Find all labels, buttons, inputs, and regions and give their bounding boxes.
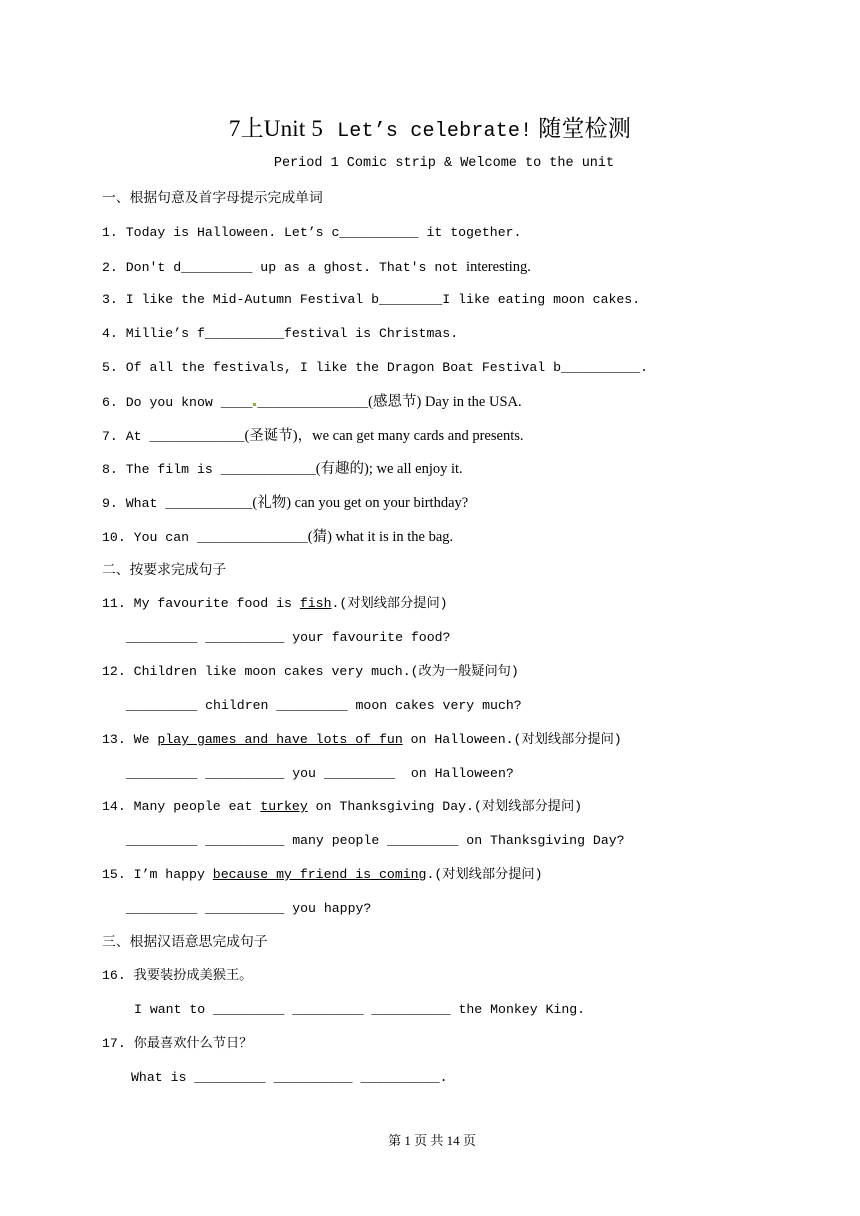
question-12-text: 12. Children like moon cakes very much.(改为一般疑问句) bbox=[102, 664, 519, 679]
question-10 bbox=[102, 528, 453, 547]
question-8-tail: (有趣的); we all enjoy it. bbox=[315, 461, 463, 477]
question-14-instruction: on Thanksgiving Day.(对划线部分提问) bbox=[307, 799, 583, 814]
question-1-text: 1. Today is Halloween. Let’s c__________ it together. bbox=[102, 225, 522, 240]
question-6-text: 6. Do you know ____ bbox=[102, 395, 253, 410]
question-11-underlined: fish bbox=[299, 596, 332, 611]
answer-13: _________ __________ you _________ on Halloween? bbox=[126, 766, 514, 781]
page-title bbox=[0, 110, 860, 143]
page-footer: 第 1 页 共 14 页 bbox=[388, 1133, 476, 1148]
green-mark bbox=[253, 403, 256, 406]
question-10-tail: (猜) what it is in the bag. bbox=[307, 529, 454, 545]
answer-16: I want to _________ _________ __________ the Monkey King. bbox=[134, 1002, 586, 1017]
question-2-text: 2. Don't d_________ up as a ghost. That's not bbox=[102, 260, 467, 275]
question-5 bbox=[102, 359, 648, 377]
answer-11: _________ __________ your favourite food? bbox=[126, 630, 451, 645]
question-8-text: 8. The film is ____________ bbox=[102, 462, 316, 477]
question-6 bbox=[102, 393, 522, 412]
question-10-text: 10. You can ______________ bbox=[102, 530, 308, 545]
question-9-text: 9. What ___________ bbox=[102, 496, 253, 511]
question-14-underlined: turkey bbox=[260, 799, 308, 814]
question-14 bbox=[102, 798, 582, 816]
question-4-text: 4. Millie’s f__________festival is Christmas. bbox=[102, 326, 459, 341]
answer-17: What is _________ __________ __________. bbox=[131, 1070, 448, 1085]
question-11-instruction: .(对划线部分提问) bbox=[331, 596, 448, 611]
question-7-tail: (圣诞节)，we can get many cards and presents. bbox=[244, 428, 524, 444]
question-16 bbox=[102, 967, 252, 985]
question-16-text: 16. 我要装扮成美猴王。 bbox=[102, 968, 253, 983]
answer-12: _________ children _________ moon cakes very much? bbox=[126, 698, 522, 713]
title-test: 随堂检测 bbox=[538, 116, 632, 141]
question-15-underlined: because my friend is coming bbox=[212, 867, 427, 882]
question-6-tail: (感恩节) Day in the USA. bbox=[368, 394, 522, 410]
question-7-text: 7. At ____________ bbox=[102, 429, 245, 444]
question-6-blank: ______________ bbox=[257, 395, 369, 410]
title-unit: 7上Unit 5 bbox=[228, 116, 324, 141]
question-9 bbox=[102, 494, 468, 513]
question-13-instruction: on Halloween.(对划线部分提问) bbox=[402, 732, 622, 747]
question-12 bbox=[102, 663, 519, 681]
question-13-underlined: play games and have lots of fun bbox=[157, 732, 403, 747]
question-2 bbox=[102, 258, 531, 277]
question-13-text: 13. We bbox=[102, 732, 158, 747]
question-15 bbox=[102, 866, 543, 884]
question-7 bbox=[102, 427, 524, 446]
question-3-text: 3. I like the Mid-Autumn Festival b________I like eating moon cakes. bbox=[102, 292, 641, 307]
question-4 bbox=[102, 325, 458, 343]
section-2-heading: 二、按要求完成句子 bbox=[102, 562, 227, 578]
question-15-instruction: .(对划线部分提问) bbox=[426, 867, 543, 882]
question-5-text: 5. Of all the festivals, I like the Dragon Boat Festival b__________. bbox=[102, 360, 649, 375]
question-8 bbox=[102, 460, 463, 479]
question-11-text: 11. My favourite food is bbox=[102, 596, 300, 611]
page-subtitle: Period 1 Comic strip & Welcome to the unit bbox=[273, 156, 615, 171]
question-17 bbox=[102, 1035, 252, 1053]
section-3-heading: 三、根据汉语意思完成句子 bbox=[102, 934, 268, 950]
answer-14: _________ __________ many people _________ on Thanksgiving Day? bbox=[126, 833, 625, 848]
section-1-heading: 一、根据句意及首字母提示完成单词 bbox=[102, 190, 323, 206]
answer-15: _________ __________ you happy? bbox=[126, 901, 372, 916]
question-13 bbox=[102, 731, 622, 749]
title-topic: Let’s celebrate! bbox=[337, 120, 533, 143]
question-9-tail: (礼物) can you get on your birthday? bbox=[252, 495, 469, 511]
question-1 bbox=[102, 224, 521, 242]
question-17-text: 17. 你最喜欢什么节日？ bbox=[102, 1036, 253, 1051]
question-2-tail: interesting. bbox=[466, 259, 531, 275]
question-3 bbox=[102, 291, 640, 309]
question-14-text: 14. Many people eat bbox=[102, 799, 261, 814]
question-15-text: 15. I’m happy bbox=[102, 867, 213, 882]
question-11 bbox=[102, 595, 448, 613]
